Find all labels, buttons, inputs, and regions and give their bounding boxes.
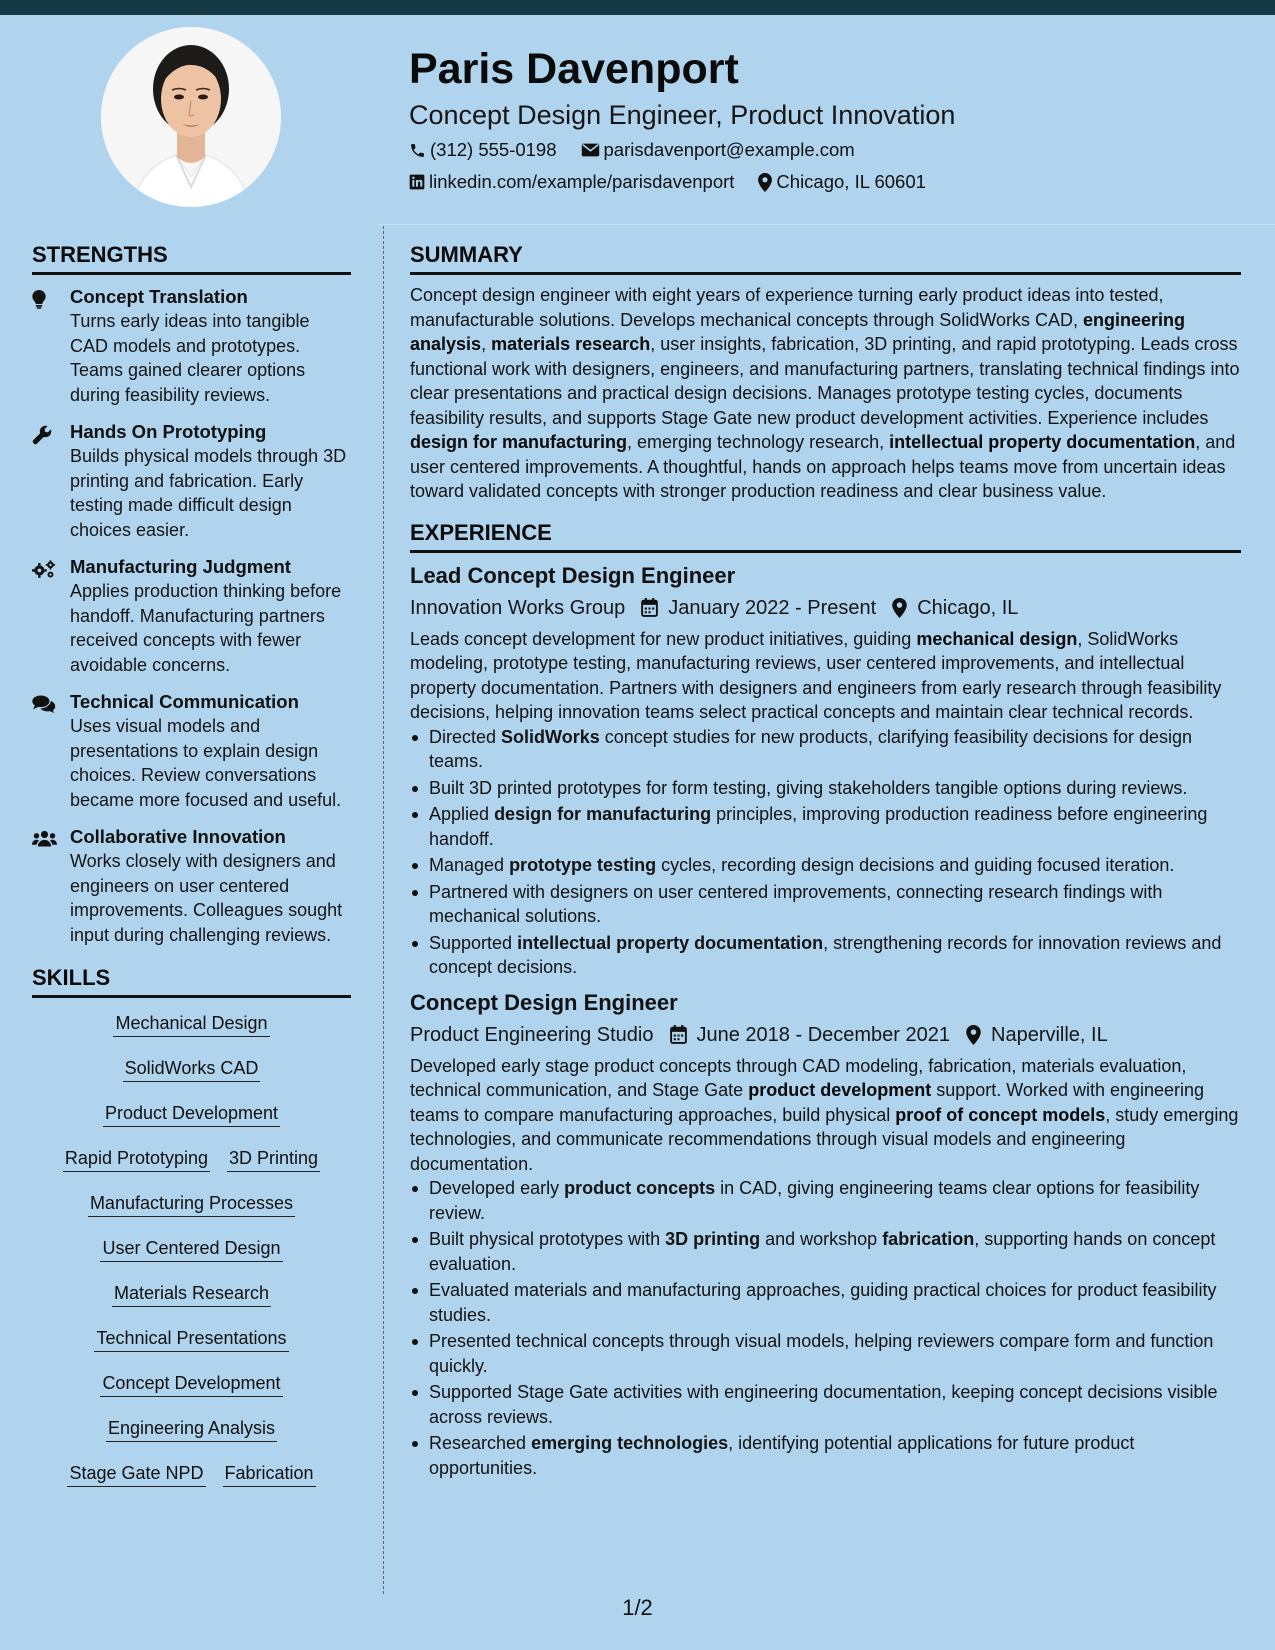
phone-contact[interactable]: [409, 139, 557, 161]
resume-header: [409, 40, 1249, 198]
job-bullet: Evaluated materials and manufacturing approaches, guiding practical choices for product feasibility studies.: [410, 1278, 1241, 1327]
job-meta: [410, 1018, 1241, 1052]
strength-item: [32, 285, 351, 407]
page-number: 1/2: [622, 1595, 653, 1620]
chat-bubbles-icon: [32, 695, 56, 713]
profile-photo: [101, 27, 281, 207]
job-bullet: Researched emerging technologies, identifying potential applications for future product opportunities.: [410, 1431, 1241, 1480]
strengths-list: [32, 283, 351, 947]
job-dates: June 2018 - December 2021: [696, 1023, 950, 1046]
gears-icon: [32, 560, 56, 579]
strength-description: Applies production thinking before handoff. Manufacturing partners received concepts with fewer avoidable concerns.: [70, 581, 342, 675]
people-group-icon: [32, 830, 57, 847]
job-bullet: Supported Stage Gate activities with engineering documentation, keeping concept decisions visible across reviews.: [410, 1380, 1241, 1429]
skill-tag: SolidWorks CAD: [123, 1057, 261, 1082]
strengths-heading: STRENGTHS: [32, 238, 351, 275]
job-dates-wrap: [670, 1019, 951, 1051]
top-accent-bar: [0, 0, 1275, 15]
linkedin-icon: [409, 174, 425, 190]
skill-tag: Materials Research: [112, 1282, 271, 1307]
skill-tag: Product Development: [103, 1102, 280, 1127]
job-entry: [410, 988, 1241, 1481]
location-contact: [758, 171, 925, 193]
job-bullet: Applied design for manufacturing principles, improving production readiness before engineering handoff.: [410, 802, 1241, 851]
skill-tag: Fabrication: [223, 1462, 316, 1487]
job-location: Chicago, IL: [917, 596, 1019, 619]
job-dates: January 2022 - Present: [668, 596, 877, 619]
column-divider: [383, 226, 384, 1594]
skills-heading: SKILLS: [32, 961, 351, 998]
job-location: Naperville, IL: [991, 1023, 1108, 1046]
skills-list: [32, 1006, 351, 1501]
skill-tag: Stage Gate NPD: [67, 1462, 205, 1487]
company-name: Innovation Works Group: [410, 596, 626, 619]
strength-title: Hands On Prototyping: [70, 421, 267, 442]
header-divider: [379, 224, 1275, 225]
strength-description: Builds physical models through 3D printing and fabrication. Early testing made difficult design choices easier.: [70, 446, 347, 540]
strength-item: [32, 420, 351, 542]
calendar-icon: [670, 1025, 687, 1044]
job-title: Lead Concept Design Engineer: [410, 562, 736, 588]
job-bullet: Presented technical concepts through visual models, helping reviewers compare form and function quickly.: [410, 1329, 1241, 1378]
strength-description: Turns early ideas into tangible CAD models and prototypes. Teams gained clearer options during feasibility reviews.: [70, 311, 310, 405]
left-column: [32, 238, 351, 1501]
phone-text: (312) 555-0198: [430, 139, 557, 160]
linkedin-contact[interactable]: [409, 171, 734, 193]
job-title: Concept Design Engineer: [410, 989, 678, 1015]
calendar-icon: [641, 598, 658, 617]
job-bullets: [410, 725, 1241, 980]
location-text: Chicago, IL 60601: [776, 171, 926, 192]
job-location-wrap: [966, 1019, 1108, 1051]
strength-description: Uses visual models and presentations to explain design choices. Review conversations became more focused and useful.: [70, 716, 342, 810]
job-entry: [410, 561, 1241, 980]
skill-tag: Mechanical Design: [113, 1012, 269, 1037]
right-column: [410, 238, 1241, 1482]
skill-tag: Concept Development: [100, 1372, 282, 1397]
job-location-wrap: [892, 592, 1018, 624]
summary-text: Concept design engineer with eight years of experience turning early product ideas into tested, manufacturable solutions. Develops mechanical concepts through SolidWorks CAD, engineering analysis, materials research, user insights, fabrication, 3D printing, and rapid prototyping. Leads cross functional work with designers, engineers, and manufacturing partners, translating technical findings into clear presentations and practical design decisions. Manages prototype testing cycles, documents feasibility results, and supports Stage Gate new product development activities. Experience includes design for manufacturing, emerging technology research, intellectual property documentation, and user centered improvements. A thoughtful, hands on approach helps teams move from uncertain ideas toward validated concepts with stronger production readiness and clear business value.: [410, 285, 1240, 501]
map-pin-icon: [892, 598, 907, 618]
strength-item: [32, 690, 351, 812]
strength-item: [32, 825, 351, 947]
strength-title: Technical Communication: [70, 691, 299, 712]
lightbulb-icon: [32, 290, 46, 309]
job-bullet: Supported intellectual property documentation, strengthening records for innovation reviews and concept decisions.: [410, 931, 1241, 980]
skill-tag: Manufacturing Processes: [88, 1192, 295, 1217]
job-dates-wrap: [641, 592, 876, 624]
job-bullet: Developed early product concepts in CAD, giving engineering teams clear options for feasibility review.: [410, 1176, 1241, 1225]
skill-tag: User Centered Design: [100, 1237, 282, 1262]
email-text: parisdavenport@example.com: [603, 139, 855, 160]
job-bullets: [410, 1176, 1241, 1480]
skill-tag: Engineering Analysis: [106, 1417, 277, 1442]
skill-tag: Rapid Prototyping: [63, 1147, 210, 1172]
summary-heading: SUMMARY: [410, 238, 1241, 275]
email-contact[interactable]: [581, 139, 855, 161]
strength-title: Manufacturing Judgment: [70, 556, 291, 577]
strength-item: [32, 555, 351, 677]
candidate-title: Concept Design Engineer, Product Innovation: [409, 100, 956, 130]
envelope-icon: [581, 142, 600, 158]
job-description: Developed early stage product concepts through CAD modeling, fabrication, materials evaluation, technical communication, and Stage Gate product development support. Worked with engineering teams to compare manufacturing approaches, build physical proof of concept models, study emerging technologies, and communicate recommendations through visual models and engineering documentation.: [410, 1055, 1239, 1174]
phone-icon: [409, 142, 426, 159]
strength-description: Works closely with designers and engineers on user centered improvements. Colleagues sought input during challenging reviews.: [70, 851, 343, 945]
job-bullet: Built 3D printed prototypes for form testing, giving stakeholders tangible options during reviews.: [410, 776, 1241, 801]
strength-title: Collaborative Innovation: [70, 826, 286, 847]
skill-tag: Technical Presentations: [94, 1327, 288, 1352]
job-bullet: Partnered with designers on user centered improvements, connecting research findings with mechanical solutions.: [410, 880, 1241, 929]
job-meta: [410, 591, 1241, 625]
job-description: Leads concept development for new product initiatives, guiding mechanical design, SolidWorks modeling, prototype testing, manufacturing reviews, user centered improvements, and intellectual property documentation. Partners with designers and engineers from early research through feasibility decisions, helping innovation teams select practical concepts and maintain clear technical records.: [410, 628, 1222, 722]
job-bullet: Managed prototype testing cycles, recording design decisions and guiding focused iteration.: [410, 853, 1241, 878]
strength-title: Concept Translation: [70, 286, 248, 307]
map-pin-icon: [966, 1025, 981, 1045]
candidate-name: Paris Davenport: [409, 45, 739, 93]
skill-tag: 3D Printing: [227, 1147, 320, 1172]
company-name: Product Engineering Studio: [410, 1023, 654, 1046]
experience-heading: EXPERIENCE: [410, 516, 1241, 553]
job-bullet: Built physical prototypes with 3D printing and workshop fabrication, supporting hands on concept evaluation.: [410, 1227, 1241, 1276]
contact-row-2: [409, 166, 1249, 198]
contact-row-1: [409, 134, 1249, 166]
job-bullet: Directed SolidWorks concept studies for new products, clarifying feasibility decisions for design teams.: [410, 725, 1241, 774]
linkedin-text: linkedin.com/example/parisdavenport: [429, 171, 735, 192]
map-pin-icon: [758, 173, 772, 192]
wrench-icon: [32, 425, 52, 445]
